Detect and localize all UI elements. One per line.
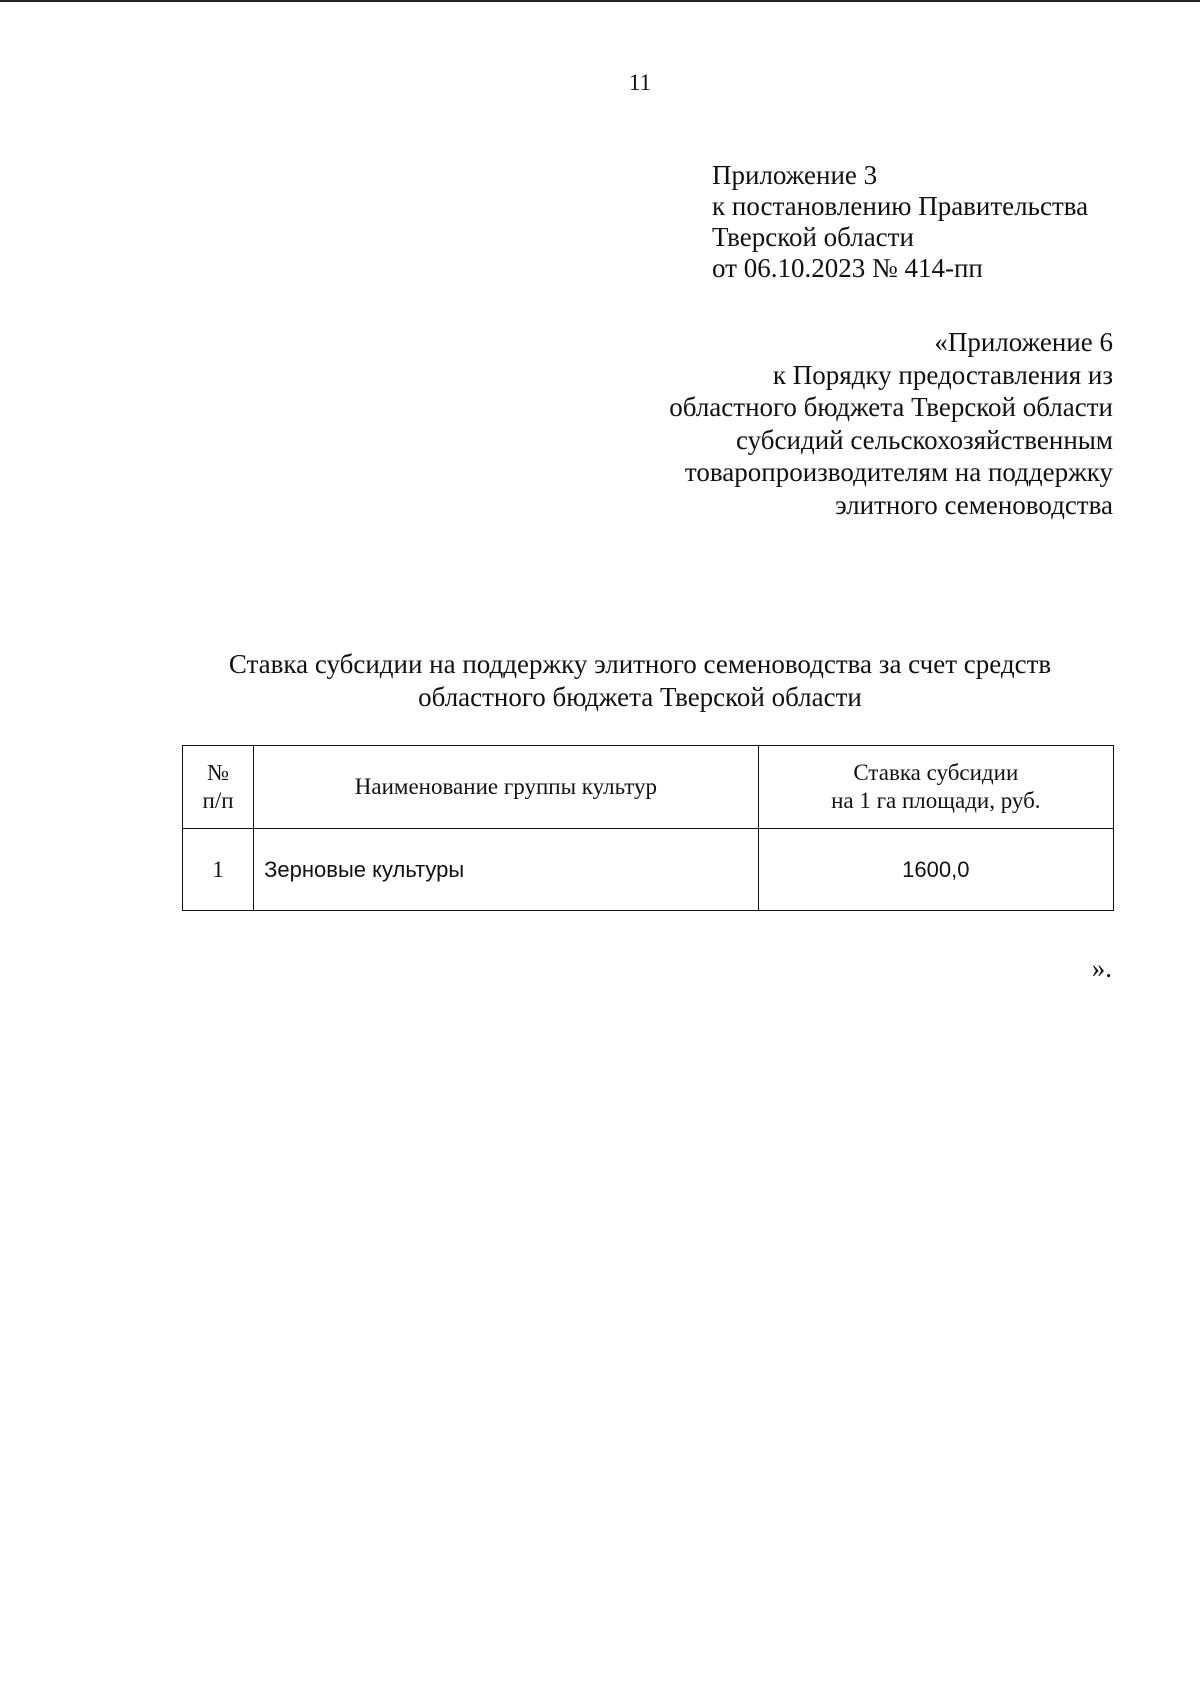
closing-quote: ». (1091, 953, 1112, 983)
header-number-symbol: № (207, 760, 230, 785)
title-line: областного бюджета Тверской области (418, 682, 862, 712)
header-rate-line: Ставка субсидии (853, 760, 1019, 785)
annex6-line: «Приложение 6 (934, 327, 1113, 357)
page-top-edge (0, 0, 1200, 2)
annex-line: от 06.10.2023 № 414-пп (712, 253, 983, 283)
row-number: 1 (183, 829, 254, 911)
table-row (183, 829, 1114, 911)
page-number: 11 (628, 70, 652, 95)
annex-line: Тверской области (712, 222, 914, 252)
header-rate-line: на 1 га площади, руб. (831, 788, 1041, 813)
annex6-line: субсидий сельскохозяйственным (736, 424, 1113, 455)
annex6-line: элитного семеноводства (835, 489, 1113, 520)
annex6-line: товаропроизводителям на поддержку (684, 457, 1113, 487)
subsidy-rate-table (182, 745, 1114, 911)
header-rate (758, 746, 1113, 829)
annex-line: Приложение 3 (712, 160, 878, 190)
annex6-line: к Порядку предоставления из (772, 359, 1113, 390)
title-line: Ставка субсидии на поддержку элитного семеноводства за счет средств (228, 649, 1052, 679)
annex6-reference (669, 326, 1113, 521)
document-title (0, 648, 1200, 714)
annex-reference (712, 160, 1088, 284)
annex6-line: областного бюджета Тверской области (669, 392, 1113, 422)
header-number-abbr: п/п (202, 788, 234, 813)
table-header-row (183, 746, 1114, 829)
header-number (183, 746, 254, 829)
row-rate: 1600,0 (758, 829, 1113, 911)
header-crop-group: Наименование группы культур (254, 746, 759, 829)
annex-line: к постановлению Правительства (712, 191, 1089, 221)
row-crop-group: Зерновые культуры (254, 829, 759, 911)
